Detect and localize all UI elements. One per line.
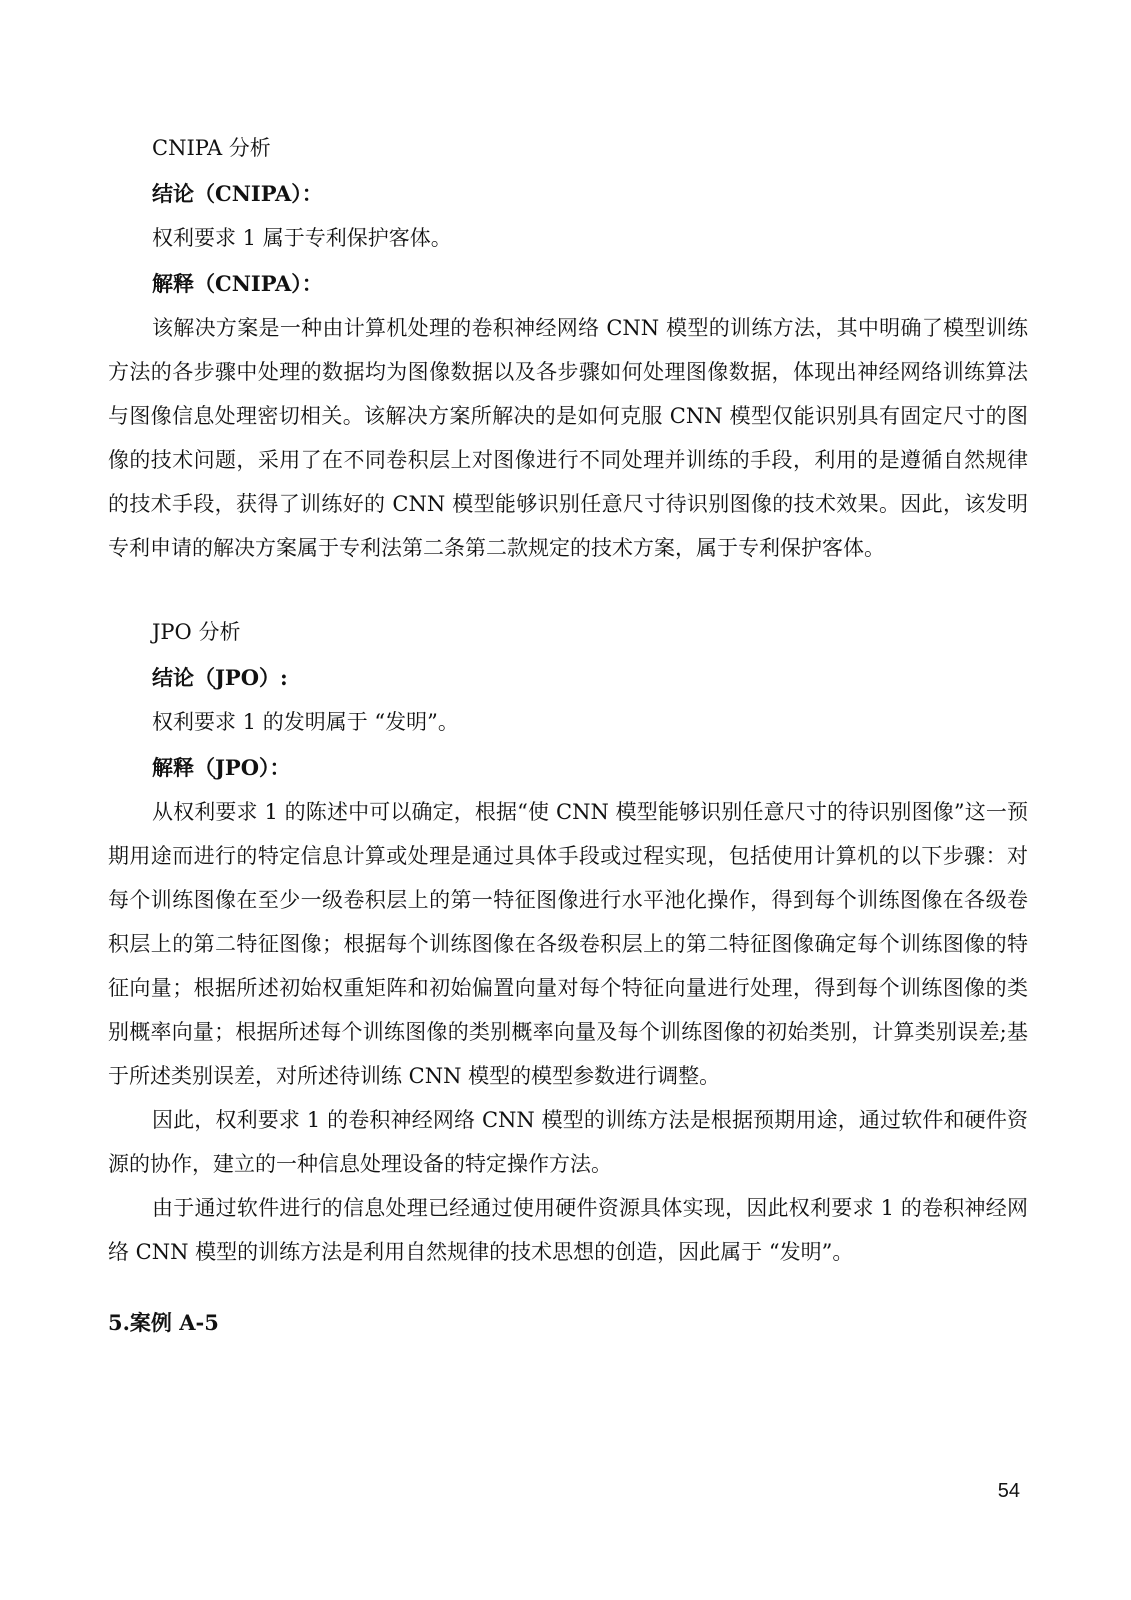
cnipa-heading: CNIPA 分析 (152, 136, 271, 160)
section-spacer (108, 570, 1028, 610)
jpo-explanation-label: 解释（JPO）： (152, 755, 291, 780)
cnipa-conclusion-label: 结论（CNIPA）： (152, 181, 323, 206)
jpo-conclusion-label: 结论（JPO）: (152, 665, 288, 690)
cnipa-explanation-paragraph: 该解决方案是一种由计算机处理的卷积神经网络 CNN 模型的训练方法，其中明确了模型训练方法的各步骤中处理的数据均为图像数据以及各步骤如何处理图像数据，体现出神经网络训练算法与图像信息处理密切相关。该解决方案所解决的是如何克服 CNN 模型仅能识别具有固定尺寸的图像的技术问题，采用了在不同卷积层上对图像进行不同处理并训练的手段，利用的是遵循自然规律的技术手段，获得了训练好的 CNN 模型能够识别任意尺寸待识别图像的技术效果。因此，该发明专利申请的解决方案属于专利法第二条第二款规定的技术方案，属于专利保护客体。 (108, 316, 1028, 560)
jpo-explanation-paragraph-3: 由于通过软件进行的信息处理已经通过使用硬件资源具体实现，因此权利要求 1 的卷积神经网络 CNN 模型的训练方法是利用自然规律的技术思想的创造，因此属于 “发明”。 (108, 1196, 1028, 1264)
next-section-heading: 5.案例 A-5 (108, 1310, 219, 1335)
jpo-explanation-paragraph-1: 从权利要求 1 的陈述中可以确定，根据“使 CNN 模型能够识别任意尺寸的待识别图像”这一预期用途而进行的特定信息计算或处理是通过具体手段或过程实现，包括使用计算机的以下步骤：对每个训练图像在至少一级卷积层上的第一特征图像进行水平池化操作，得到每个训练图像在各级卷积层上的第二特征图像；根据每个训练图像在各级卷积层上的第二特征图像确定每个训练图像的特征向量；根据所述初始权重矩阵和初始偏置向量对每个特征向量进行处理，得到每个训练图像的类别概率向量；根据所述每个训练图像的类别概率向量及每个训练图像的初始类别，计算类别误差;基于所述类别误差，对所述待训练 CNN 模型的模型参数进行调整。 (108, 800, 1028, 1088)
document-page (108, 126, 1028, 1345)
jpo-explanation-paragraph-2: 因此，权利要求 1 的卷积神经网络 CNN 模型的训练方法是根据预期用途，通过软件和硬件资源的协作，建立的一种信息处理设备的特定操作方法。 (108, 1108, 1028, 1176)
section-spacer (108, 1274, 1028, 1300)
page-number: 54 (997, 1480, 1020, 1502)
jpo-conclusion-text: 权利要求 1 的发明属于 “发明”。 (152, 710, 459, 734)
cnipa-explanation-label: 解释（CNIPA）： (152, 271, 323, 296)
cnipa-conclusion-text: 权利要求 1 属于专利保护客体。 (152, 226, 452, 250)
jpo-heading: JPO 分析 (152, 620, 241, 644)
